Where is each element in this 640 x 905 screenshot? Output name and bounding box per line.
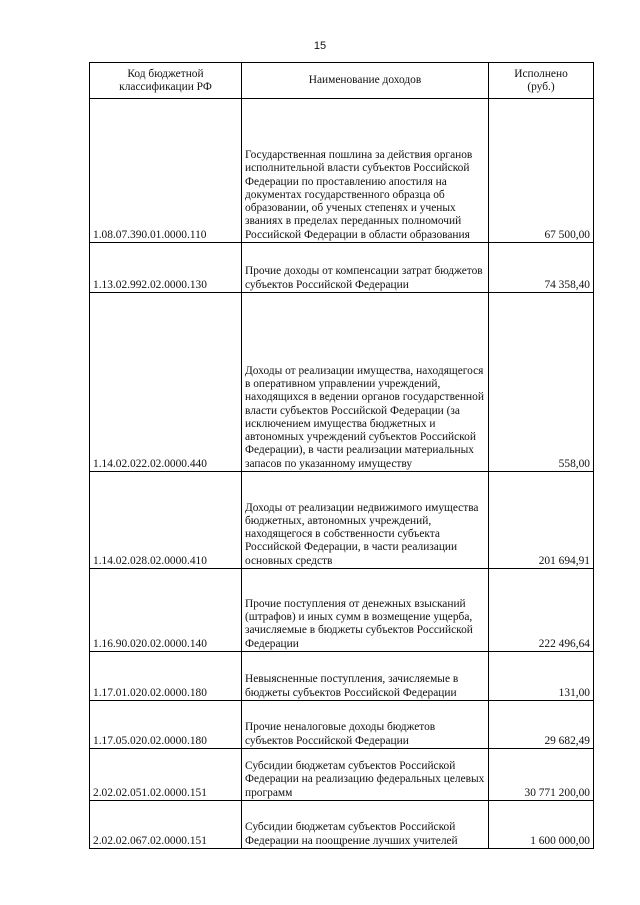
row-amount: 558,00 [489,293,594,472]
row-name: Субсидии бюджетам субъектов Российской Федерации на реализацию федеральных целевых программ [242,749,489,801]
row-code: 1.13.02.992.02.0000.130 [90,243,242,293]
header-amount: Исполнено (руб.) [489,63,594,99]
table-row [90,801,594,849]
row-amount: 131,00 [489,652,594,701]
page-number: 15 [313,40,327,52]
row-amount: 30 771 200,00 [489,749,594,801]
row-amount: 29 682,49 [489,701,594,749]
row-name: Прочие доходы от компенсации затрат бюджетов субъектов Российской Федерации [242,243,489,293]
row-name: Невыясненные поступления, зачисляемые в бюджеты субъектов Российской Федерации [242,652,489,701]
row-amount: 74 358,40 [489,243,594,293]
table-row [90,293,594,472]
row-code: 1.08.07.390.01.0000.110 [90,99,242,243]
revenue-table [89,62,594,849]
row-name: Доходы от реализации имущества, находящегося в оперативном управлении учреждений, находящихся в ведении органов государственной власти субъектов Российской Федерации (за исключением имущества бюджетных и автономных учреждений субъектов Российской Федерации), в части реализации материальных запасов по указанному имуществу [242,293,489,472]
row-amount: 222 496,64 [489,569,594,652]
row-code: 1.17.01.020.02.0000.180 [90,652,242,701]
row-code: 2.02.02.067.02.0000.151 [90,801,242,849]
row-code: 2.02.02.051.02.0000.151 [90,749,242,801]
header-code: Код бюджетной классификации РФ [90,63,242,99]
row-name: Государственная пошлина за действия органов исполнительной власти субъектов Российской Федерации по проставлению апостиля на документах государственного образца об образовании, об ученых степенях и ученых званиях в пределах переданных полномочий Российской Федерации в области образования [242,99,489,243]
row-name: Субсидии бюджетам субъектов Российской Федерации на поощрение лучших учителей [242,801,489,849]
row-name: Прочие поступления от денежных взысканий (штрафов) и иных сумм в возмещение ущерба, зачисляемые в бюджеты субъектов Российской Федерации [242,569,489,652]
row-name: Доходы от реализации недвижимого имущества бюджетных, автономных учреждений, находящегося в собственности субъекта Российской Федерации, в части реализации основных средств [242,472,489,569]
row-code: 1.16.90.020.02.0000.140 [90,569,242,652]
row-code: 1.14.02.028.02.0000.410 [90,472,242,569]
row-amount: 201 694,91 [489,472,594,569]
row-code: 1.14.02.022.02.0000.440 [90,293,242,472]
table-row [90,569,594,652]
row-code: 1.17.05.020.02.0000.180 [90,701,242,749]
table-row [90,652,594,701]
table-row [90,99,594,243]
table-row [90,749,594,801]
row-amount: 67 500,00 [489,99,594,243]
table-row [90,701,594,749]
header-name: Наименование доходов [242,63,489,99]
row-name: Прочие неналоговые доходы бюджетов субъектов Российской Федерации [242,701,489,749]
table-row [90,472,594,569]
row-amount: 1 600 000,00 [489,801,594,849]
table-header-row [90,63,594,99]
table-row [90,243,594,293]
